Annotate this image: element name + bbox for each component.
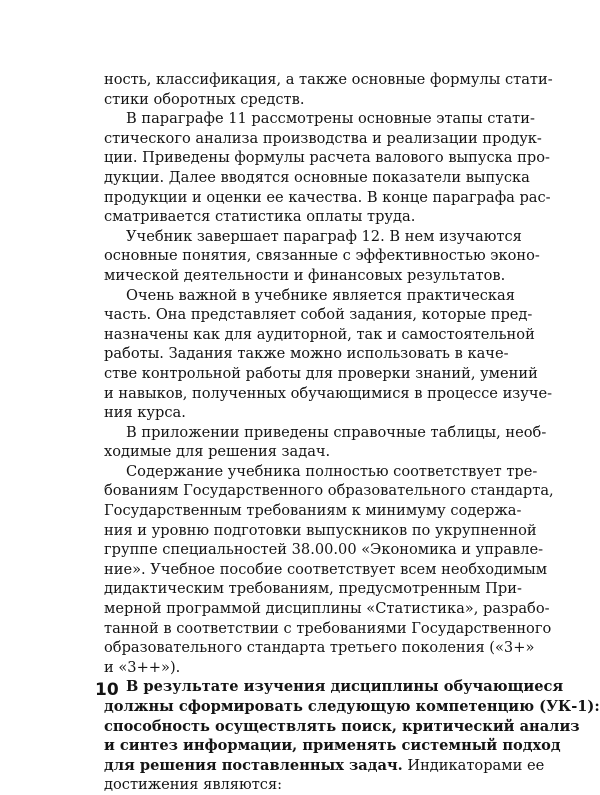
text-line: мической деятельности и финансовых результатов. [104,266,506,284]
page-body [104,70,600,795]
paragraph-intro-continuation [104,70,553,109]
text-line: бованиям Государственного образовательного стандарта, [104,482,554,500]
text-line: ния курса. [104,404,186,422]
text-line: Государственным требованиям к минимуму содержа- [104,502,522,520]
text-line: Учебник завершает параграф 12. В нем изучаются [126,227,522,245]
text-line: стического анализа производства и реализации продук- [104,129,542,147]
text-line: В параграфе 11 рассмотрены основные этапы стати- [126,110,535,128]
text-line: продукции и оценки ее качества. В конце параграфа рас- [104,188,551,206]
text-line: В приложении приведены справочные таблицы, необ- [126,423,547,441]
text-line: дидактическим требованиям, предусмотренным При- [104,580,522,598]
text-line: Содержание учебника полностью соответствует тре- [126,462,538,480]
text-line-bold: способность осуществлять поиск, критический анализ [104,717,580,735]
paragraph-practical-part [104,286,553,423]
page-number: 10 [95,680,119,700]
text-line: мерной программой дисциплины «Статистика», разрабо- [104,600,550,618]
text-line: достижения являются: [104,776,283,794]
text-line-mixed [104,756,545,776]
text-line: ние». Учебное пособие соответствует всем необходимым [104,560,548,578]
text-line-bold: В результате изучения дисциплины обучающиеся [126,678,564,696]
regular-fragment: Индикаторами ее [402,756,545,774]
text-line: сматривается статистика оплаты труда. [104,208,416,226]
text-line: и «3++»). [104,658,181,676]
paragraph-appendix [104,423,547,462]
text-line: группе специальностей 38.00.00 «Экономика и управле- [104,541,544,559]
text-line-bold: должны сформировать следующую компетенцию (УК-1): [104,698,600,715]
text-line-bold: и синтез информации, применять системный подход [104,737,561,755]
text-line: назначены как для аудиторной, так и самостоятельной [104,325,535,343]
paragraph-section-11 [104,109,551,227]
text-line: и навыков, полученных обучающимися в процессе изуче- [104,384,553,402]
text-line: образовательного стандарта третьего поколения («3+» [104,639,535,657]
text-line: стики оборотных средств. [104,90,305,108]
text-line: ния и уровню подготовки выпускников по укрупненной [104,521,537,539]
text-line: дукции. Далее вводятся основные показатели выпуска [104,168,530,186]
paragraph-standards [104,462,554,678]
text-line: стве контрольной работы для проверки знаний, умений [104,364,538,382]
paragraph-competence [104,677,600,795]
paragraph-section-12 [104,227,540,286]
text-line: ции. Приведены формулы расчета валового выпуска про- [104,149,550,167]
bold-fragment: для решения поставленных задач. [104,756,403,774]
text-line: работы. Задания также можно использовать в каче- [104,345,509,363]
text-line: Очень важной в учебнике является практическая [126,286,515,304]
text-line: ность, классификация, а также основные формулы стати- [104,71,553,88]
text-line: ходимые для решения задач. [104,443,331,461]
text-line: основные понятия, связанные с эффективностью эконо- [104,247,540,265]
text-line: часть. Она представляет собой задания, которые пред- [104,306,533,324]
text-line: танной в соответствии с требованиями Государственного [104,619,552,637]
